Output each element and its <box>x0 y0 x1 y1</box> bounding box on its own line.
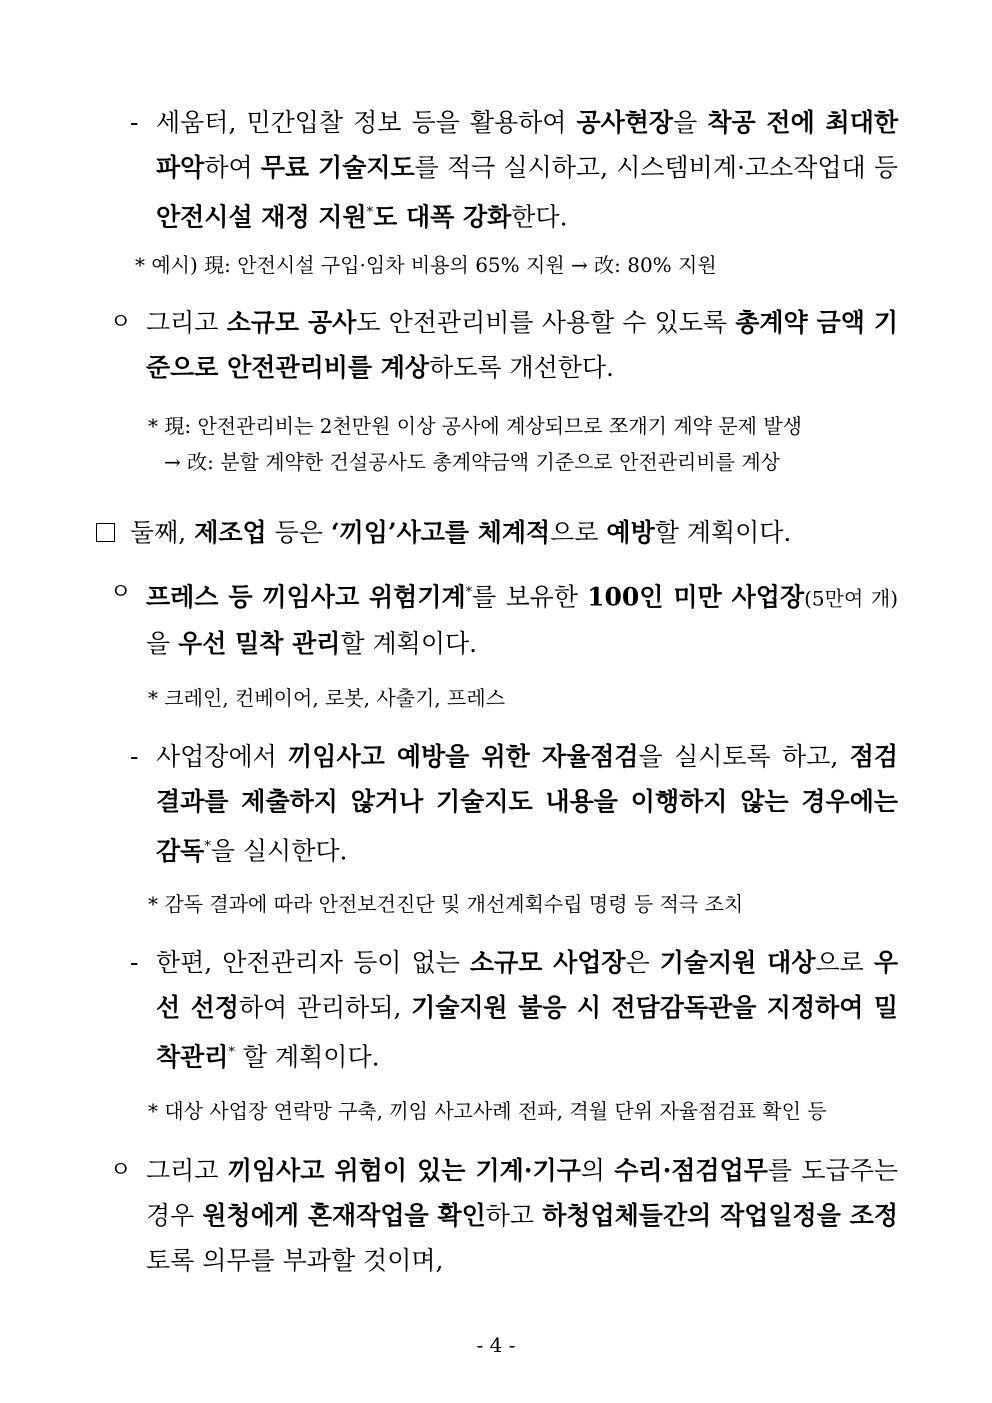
dash-marker: - <box>130 948 139 977</box>
emphasis: 도 대폭 강화 <box>373 202 512 232</box>
circle-item-3 <box>110 1148 898 1283</box>
dash-marker: - <box>130 108 139 137</box>
text: (5만여 개) <box>804 586 898 611</box>
footnote-marker: * <box>228 1045 235 1060</box>
text: 그리고 <box>146 1156 228 1185</box>
circle-marker: ㅇ <box>110 1158 132 1183</box>
emphasis: 수리·점검업무 <box>614 1156 768 1185</box>
footnote-marker: * <box>204 839 211 854</box>
text: 으로 <box>550 518 607 547</box>
emphasis: 프레스 등 끼임사고 위험기계 <box>146 582 466 612</box>
footnote-3 <box>148 680 898 716</box>
footnote-marker: * <box>366 205 374 220</box>
note-marker: * <box>148 1099 158 1123</box>
emphasis: 우선 선정 <box>156 948 898 1022</box>
emphasis: 소규모 사업장 <box>469 948 626 977</box>
emphasis: 안전시설 재정 지원 <box>156 202 367 232</box>
footnote-1 <box>135 247 895 283</box>
text: 사업장에서 <box>156 742 289 771</box>
emphasis: 점검결과를 제출하지 않거나 기술지도 내용을 이행하지 않는 경우에는 감독 <box>156 742 899 866</box>
text: 할 계획이다. <box>234 1042 380 1072</box>
footnote-text: 現: 안전관리비는 2천만원 이상 공사에 계상되므로 쪼개기 계약 문제 발생 <box>164 414 802 438</box>
footnote-marker: * <box>465 585 473 600</box>
text: 그리고 <box>146 308 227 337</box>
footnote-4 <box>148 886 898 922</box>
footnote-text: 예시) 現: 안전시설 구입·임차 비용의 65% 지원 → 改: 80% 지원 <box>151 253 717 277</box>
circle-item-1 <box>110 300 898 390</box>
text: 를 보유한 <box>472 582 588 612</box>
text: 토록 의무를 부과할 것이며, <box>146 1246 444 1275</box>
dash-item-3 <box>130 940 898 1079</box>
text: 을 <box>146 629 179 659</box>
circle-marker: ㅇ <box>110 580 132 605</box>
footnote-text: → 改: 분할 계약한 건설공사도 총계약금액 기준으로 안전관리비를 계상 <box>164 450 780 474</box>
emphasis: 기술지원 대상 <box>659 948 816 977</box>
footnote-text: 대상 사업장 연락망 구축, 끼임 사고사례 전파, 격월 단위 자율점검표 확인 등 <box>164 1099 827 1123</box>
footnote-2 <box>148 408 898 480</box>
text: 를 도급주는 경우 <box>146 1156 898 1230</box>
text: 하여 관리하되, <box>238 993 412 1022</box>
checkbox-square-icon <box>96 523 115 542</box>
emphasis: 무료 기술지도 <box>260 153 415 182</box>
dash-marker: - <box>130 742 139 771</box>
text: 등은 <box>266 518 331 547</box>
emphasis: 우선 밀착 관리 <box>178 629 341 659</box>
note-marker: * <box>148 414 158 438</box>
text: 으로 <box>815 948 874 977</box>
emphasis: ‘끼임’사고를 체계적 <box>330 518 551 547</box>
text: 하고 <box>485 1201 543 1230</box>
text: 을 <box>673 108 708 137</box>
text: 은 <box>625 948 660 977</box>
emphasis: 총계약 금액 기준으로 안전관리비를 계상 <box>146 308 898 382</box>
text: 할 계획이다. <box>654 518 792 547</box>
note-marker: * <box>135 253 145 277</box>
text: 을 실시토록 하고, <box>638 742 850 771</box>
page-number: - 4 - <box>476 1333 516 1357</box>
text: 세움터, 민간입찰 정보 등을 활용하여 <box>156 108 577 137</box>
emphasis: 공사현장 <box>576 108 674 137</box>
note-marker: * <box>148 892 158 916</box>
footnote-5 <box>148 1093 898 1129</box>
emphasis: 제조업 <box>194 518 267 547</box>
emphasis: 기술지원 불응 시 전담감독관을 지정하여 밀착관리 <box>156 993 898 1072</box>
text: 하여 <box>204 153 261 182</box>
circle-item-2 <box>110 570 898 666</box>
emphasis: 예방 <box>606 518 655 547</box>
emphasis: 하청업체들간의 작업일정을 조정 <box>542 1201 899 1230</box>
footnote-text: 감독 결과에 따라 안전보건진단 및 개선계획수립 명령 등 적극 조치 <box>164 892 744 916</box>
text: 의 <box>580 1156 615 1185</box>
text: 을 실시한다. <box>210 836 348 866</box>
text: 할 계획이다. <box>340 629 478 659</box>
note-marker: * <box>148 686 158 710</box>
emphasis: 끼임사고 위험이 있는 기계·기구 <box>227 1156 581 1185</box>
footnote-text: 크레인, 컨베이어, 로봇, 사출기, 프레스 <box>164 686 506 710</box>
text: 도 안전관리비를 사용할 수 있도록 <box>356 308 736 337</box>
dash-item-2 <box>130 734 898 873</box>
emphasis: 100인 미만 사업장 <box>587 582 805 612</box>
dash-item-1 <box>130 100 898 239</box>
emphasis: 끼임사고 예방을 위한 자율점검 <box>288 742 639 771</box>
emphasis: 원청에게 혼재작업을 확인 <box>202 1201 486 1230</box>
emphasis: 소규모 공사 <box>226 308 357 337</box>
circle-marker: ㅇ <box>110 310 132 335</box>
text: 하도록 개선한다. <box>429 353 615 382</box>
text: 둘째, <box>130 518 195 547</box>
section-heading-2 <box>96 510 896 555</box>
text: 한다. <box>511 202 568 232</box>
emphasis: 착공 전에 최대한 파악 <box>156 108 898 182</box>
text: 를 적극 실시하고, 시스템비계·고소작업대 등 <box>414 153 898 182</box>
text: 한편, 안전관리자 등이 없는 <box>156 948 470 977</box>
